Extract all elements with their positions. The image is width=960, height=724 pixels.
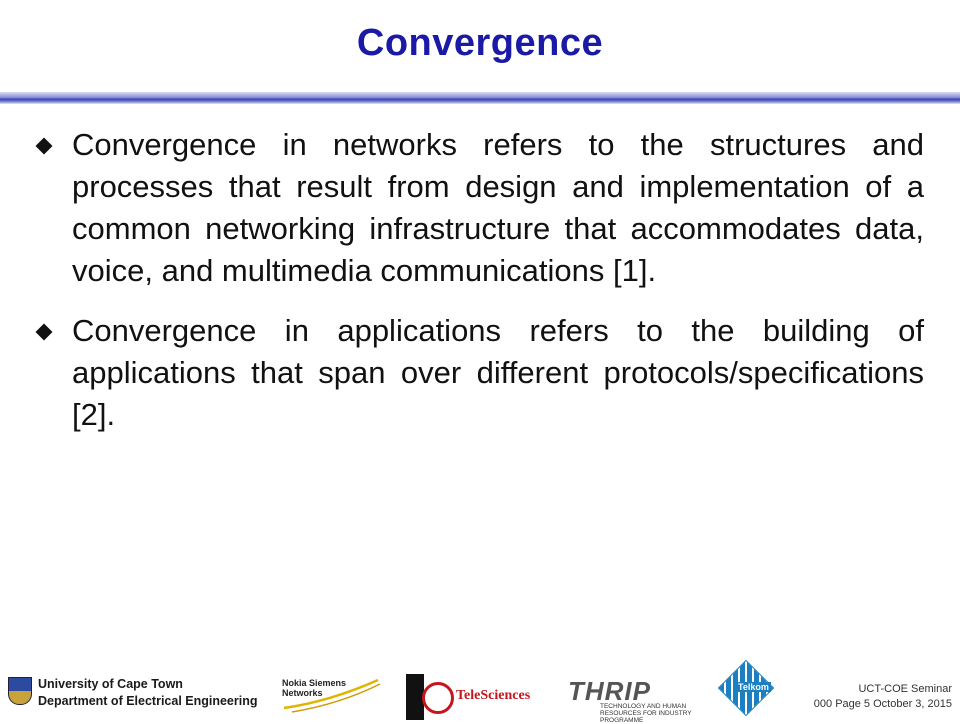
nokia-siemens-logo <box>282 674 382 714</box>
diamond-bullet-icon <box>36 324 53 341</box>
nsn-swoosh-icon <box>282 674 382 714</box>
bullet-item <box>34 124 924 292</box>
slide-footer <box>0 660 960 724</box>
uct-crest-icon <box>8 677 32 705</box>
page-date: 000 Page 5 October 3, 2015 <box>813 698 952 710</box>
slide-title: Convergence <box>356 22 604 64</box>
thrip-logo <box>568 676 700 724</box>
telkom-logo <box>716 662 776 720</box>
telkom-label: Telkom <box>738 682 769 692</box>
bullet-item <box>34 310 924 436</box>
department-name: Department of Electrical Engineering <box>38 694 258 708</box>
nsn-line1: Nokia Siemens <box>282 678 347 688</box>
telesciences-label: TeleSciences <box>456 688 531 703</box>
bullet-text: Convergence in networks refers to the structures and processes that result from design and implementation of a common networking infrastructure that accommodates data, voice, and multimedia communications [1]. <box>72 127 924 288</box>
bullet-list <box>34 124 924 454</box>
nsn-line2: Networks <box>282 688 323 698</box>
thrip-word: THRIP <box>568 676 651 706</box>
bullet-text: Convergence in applications refers to the building of applications that span over different protocols/specifications [2]. <box>72 313 924 432</box>
university-name: University of Cape Town <box>38 677 183 691</box>
thrip-subtitle: TECHNOLOGY AND HUMAN RESOURCES FOR INDUSTRY PROGRAMME <box>600 703 692 724</box>
seminar-title: UCT-COE Seminar <box>858 683 952 695</box>
title-divider <box>0 92 960 104</box>
seminar-info <box>814 682 952 712</box>
diamond-bullet-icon <box>36 138 53 155</box>
uct-label <box>38 676 258 710</box>
ts-circle-icon <box>422 682 454 714</box>
telesciences-logo <box>406 674 540 720</box>
